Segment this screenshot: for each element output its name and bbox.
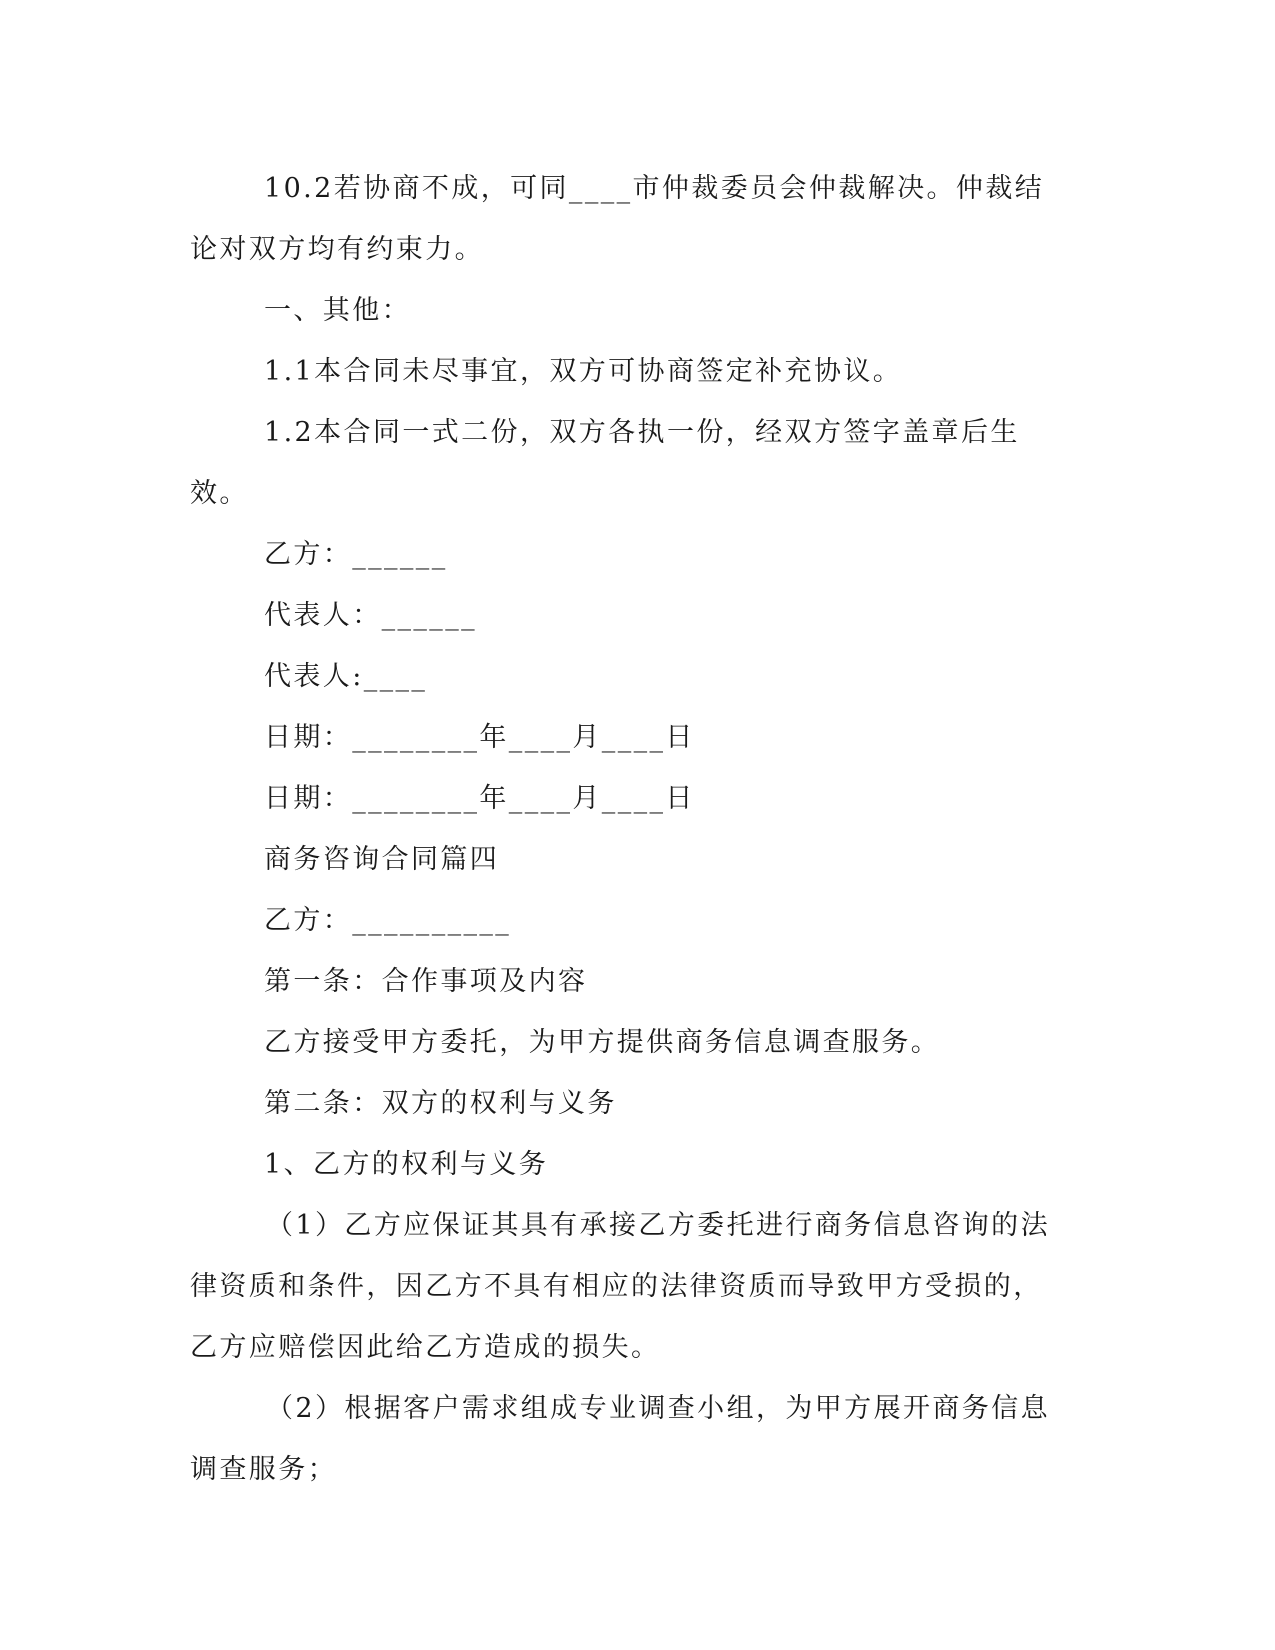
signature-party-b: 乙方：______ — [264, 539, 448, 570]
article-two-heading: 第二条：双方的权利与义务 — [264, 1088, 617, 1119]
party-b-line: 乙方：__________ — [264, 905, 512, 936]
signature-representative-1: 代表人：______ — [264, 600, 477, 631]
paragraph-clause-1-2: 1.2本合同一式二份，双方各执一份，经双方签字盖章后生效。 — [190, 417, 1020, 509]
signature-date-2: 日期：________年____月____日 — [264, 783, 695, 814]
signature-representative-2: 代表人:____ — [264, 661, 428, 692]
article-two-item-1: （1）乙方应保证其具有承接乙方委托进行商务信息咨询的法律资质和条件，因乙方不具有相应的法律资质而导致甲方受损的，乙方应赔偿因此给乙方造成的损失。 — [190, 1210, 1050, 1363]
article-two-sub-1: 1、乙方的权利与义务 — [264, 1149, 549, 1180]
document-body — [190, 158, 1070, 1500]
article-one-heading: 第一条：合作事项及内容 — [264, 966, 588, 997]
paragraph-section-other: 一、其他： — [264, 295, 411, 326]
paragraph-arbitration: 10.2若协商不成，可同____市仲裁委员会仲裁解决。仲裁结论对双方均有约束力。 — [190, 173, 1045, 265]
paragraph-clause-1-1: 1.1本合同未尽事宜，双方可协商签定补充协议。 — [264, 356, 903, 387]
signature-date-1: 日期：________年____月____日 — [264, 722, 695, 753]
section-heading-contract-four: 商务咨询合同篇四 — [264, 844, 500, 875]
article-two-item-2: （2）根据客户需求组成专业调查小组，为甲方展开商务信息调查服务； — [190, 1393, 1050, 1485]
article-one-content: 乙方接受甲方委托，为甲方提供商务信息调查服务。 — [264, 1027, 941, 1058]
